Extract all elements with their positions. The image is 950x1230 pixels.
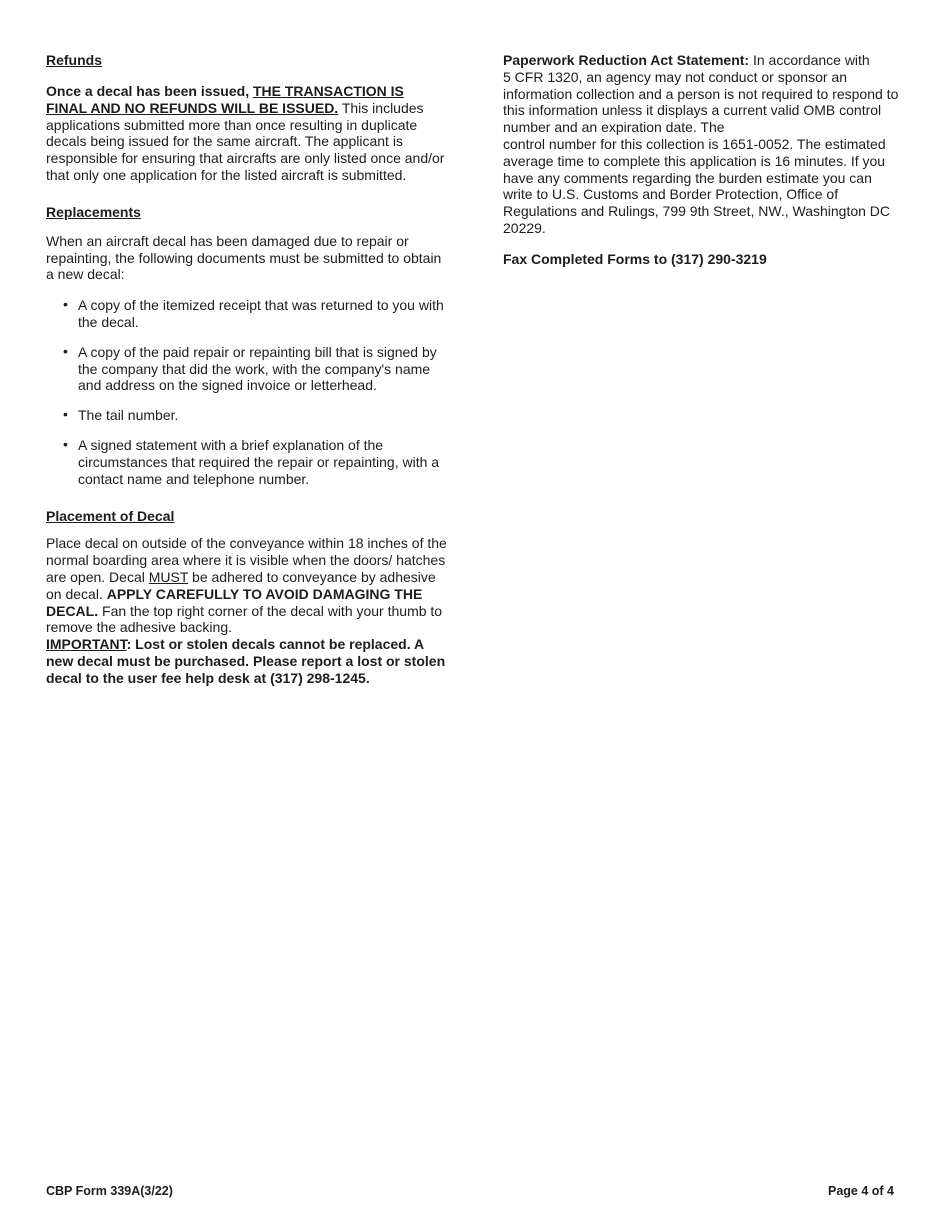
refunds-heading: Refunds [46, 52, 102, 68]
paperwork-line-3: control number for this collection is 1651-0052. The estimated average time to complete this application is 16 minutes. If you have any comments regarding the burden estimate you can write to U.S. Customs and Border Protection, Office of Regulations and Rulings, 799 9th Street, NW., Washington DC 20229. [503, 135, 891, 236]
important-label: IMPORTANT [46, 636, 127, 653]
list-item-text: A copy of the itemized receipt that was returned to you with the decal. [78, 297, 444, 330]
list-item-text: A signed statement with a brief explanation of the circumstances that required the repair or repainting, with a contact name and telephone number. [78, 436, 440, 487]
refunds-paragraph [46, 83, 448, 184]
paperwork-line-1: In accordance with [749, 52, 870, 68]
paperwork-paragraph [503, 52, 903, 237]
placement-text-2: be adhered to conveyance by adhesive on decal. [46, 568, 436, 602]
refunds-final-notice: THE TRANSACTION IS FINAL AND NO REFUNDS WILL BE ISSUED. [46, 83, 404, 116]
placement-text-1: Place decal on outside of the conveyance within 18 inches of the normal boarding area where it is visible when the doors/ hatches are open. Decal [46, 535, 447, 585]
fax-instruction: Fax Completed Forms to (317) 290-3219 [503, 250, 767, 267]
refunds-lead: Once a decal has been issued, [46, 83, 253, 99]
placement-heading: Placement of Decal [46, 508, 175, 525]
form-number: CBP Form 339A(3/22) [46, 1184, 173, 1198]
list-item [46, 297, 448, 331]
bullet-icon: • [63, 435, 68, 452]
placement-must: MUST [148, 568, 189, 585]
list-item [46, 437, 448, 487]
list-item-text: The tail number. [78, 407, 179, 424]
bullet-icon: • [63, 342, 68, 359]
replacements-list [46, 297, 448, 487]
paperwork-heading: Paperwork Reduction Act Statement: [503, 52, 750, 68]
replacements-heading: Replacements [46, 203, 141, 220]
important-colon: : [126, 636, 132, 653]
replacements-intro: When an aircraft decal has been damaged due to repair or repainting, the following documents must be submitted to obtain a new decal: [46, 232, 442, 283]
refunds-body: This includes applications submitted more than once resulting in duplicate decals being issued for the same aircraft. The applicant is responsible for ensuring that aircrafts are only listed once and/or that only one application for the listed aircraft is submitted. [46, 99, 445, 183]
left-column [46, 52, 448, 687]
placement-apply-warning: APPLY CAREFULLY TO AVOID DAMAGING THE DECAL. [46, 585, 423, 619]
list-item [46, 344, 448, 394]
paperwork-line-2: 5 CFR 1320, an agency may not conduct or sponsor an information collection and a person is not required to respond to this information unless it displays a current valid OMB control number and an expiration date. The [503, 68, 899, 136]
list-item-text: A copy of the paid repair or repainting bill that is signed by the company that did the work, with the company's name and address on the signed invoice or letterhead. [78, 343, 437, 394]
right-column [503, 52, 903, 268]
placement-text-3: Fan the top right corner of the decal with your thumb to remove the adhesive backing. [46, 602, 443, 636]
bullet-icon: • [63, 296, 68, 313]
important-text: Lost or stolen decals cannot be replaced. A new decal must be purchased. Please report a lost or stolen decal to the user fee help desk at (317) 298-1245. [46, 636, 446, 686]
list-item [46, 407, 448, 424]
bullet-icon: • [63, 406, 68, 423]
placement-paragraph [46, 535, 448, 686]
page-number: Page 4 of 4 [828, 1184, 894, 1198]
